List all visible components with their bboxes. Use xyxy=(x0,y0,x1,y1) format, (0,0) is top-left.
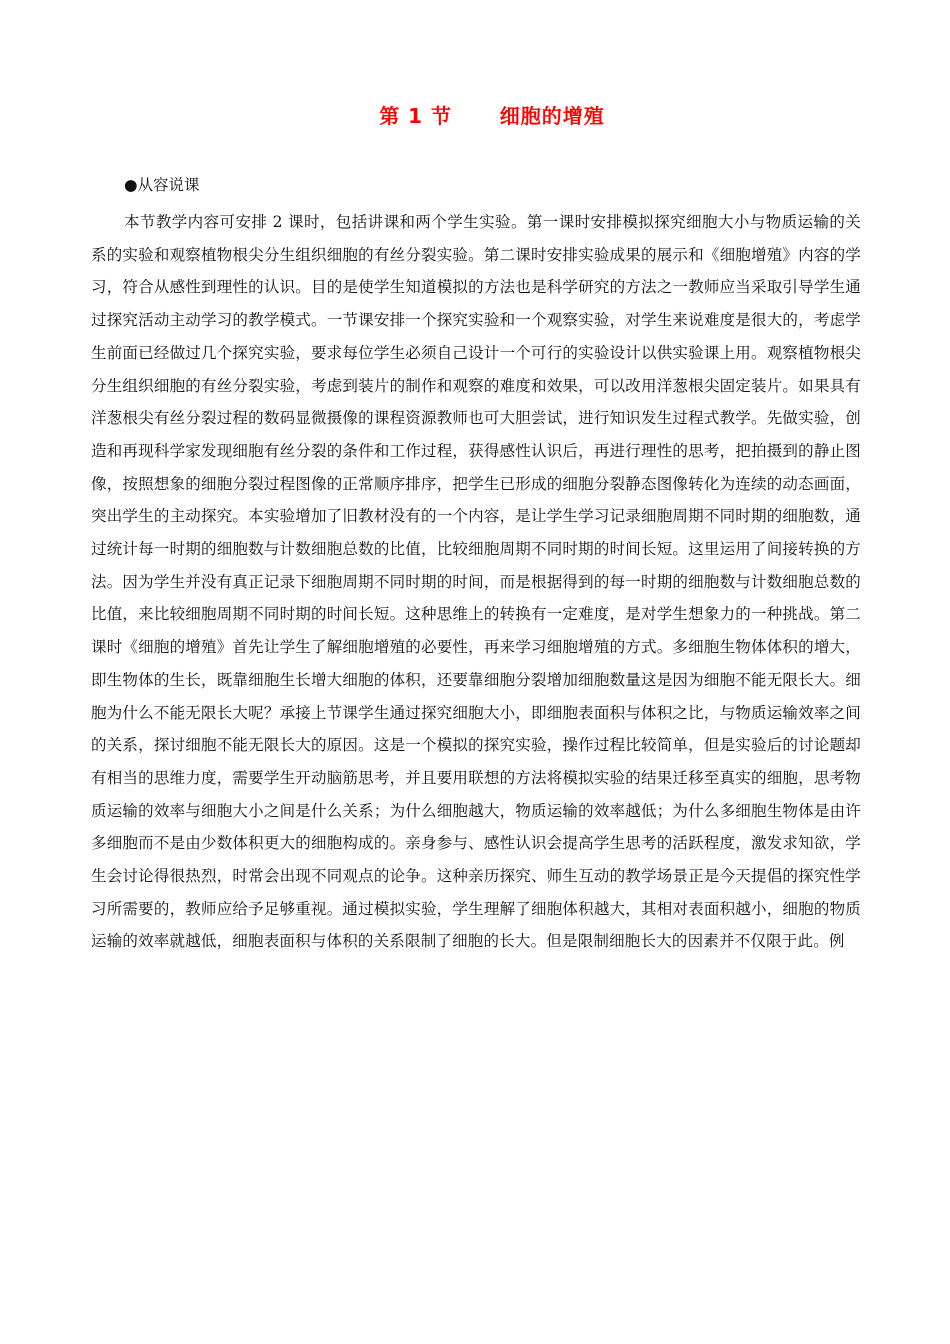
page-title: 第 1 节 细胞的增殖 xyxy=(379,104,605,128)
body-paragraph: 本节教学内容可安排 2 课时，包括讲课和两个学生实验。第一课时安排模拟探究细胞大小与物质运输的关系的实验和观察植物根尖分生组织细胞的有丝分裂实验。第二课时安排实验成果的展示和《细胞增殖》内容的学习，符合从感性到理性的认识。目的是使学生知道模拟的方法也是科学研究的方法之一教师应当采取引导学生通过探究活动主动学习的教学模式。一节课安排一个探究实验和一个观察实验，对学生来说难度是很大的，考虑学生前面已经做过几个探究实验，要求每位学生必须自己设计一个可行的实验设计以供实验课上用。观察植物根尖分生组织细胞的有丝分裂实验，考虑到装片的制作和观察的难度和效果，可以改用洋葱根尖固定装片。如果具有洋葱根尖有丝分裂过程的数码显微摄像的课程资源教师也可大胆尝试，进行知识发生过程式教学。先做实验，创造和再现科学家发现细胞有丝分裂的条件和工作过程，获得感性认识后，再进行理性的思考，把拍摄到的静止图像，按照想象的细胞分裂过程图像的正常顺序排序，把学生已形成的细胞分裂静态图像转化为连续的动态画面，突出学生的主动探究。本实验增加了旧教材没有的一个内容，是让学生学习记录细胞周期不同时期的细胞数，通过统计每一时期的细胞数与计数细胞总数的比值，比较细胞周期不同时期的时间长短。这里运用了间接转换的方法。因为学生并没有真正记录下细胞周期不同时期的时间，而是根据得到的每一时期的细胞数与计数细胞总数的比值，来比较细胞周期不同时期的时间长短。这种思维上的转换有一定难度，是对学生想象力的一种挑战。第二课时《细胞的增殖》首先让学生了解细胞增殖的必要性，再来学习细胞增殖的方式。多细胞生物体体积的增大，即生物体的生长，既靠细胞生长增大细胞的体积，还要靠细胞分裂增加细胞数量这是因为细胞不能无限长大。细胞为什么不能无限长大呢？承接上节课学生通过探究细胞大小，即细胞表面积与体积之比，与物质运输效率之间的关系，探讨细胞不能无限长大的原因。这是一个模拟的探究实验，操作过程比较简单，但是实验后的讨论题却有相当的思维力度，需要学生开动脑筋思考，并且要用联想的方法将模拟实验的结果迁移至真实的细胞，思考物质运输的效率与细胞大小之间是什么关系；为什么细胞越大，物质运输的效率越低；为什么多细胞生物体是由许多细胞而不是由少数体积更大的细胞构成的。亲身参与、感性认识会提高学生思考的活跃程度，激发求知欲，学生会讨论得很热烈，时常会出现不同观点的论争。这种亲历探究、师生互动的教学场景正是今天提倡的探究性学习所需要的，教师应给予足够重视。通过模拟实验，学生理解了细胞体积越大，其相对表面积越小，细胞的物质运输的效率就越低，细胞表面积与体积的关系限制了细胞的长大。但是限制细胞长大的因素并不仅限于此。例 xyxy=(91,213,861,951)
section-heading: ●从容说课 xyxy=(124,176,200,194)
